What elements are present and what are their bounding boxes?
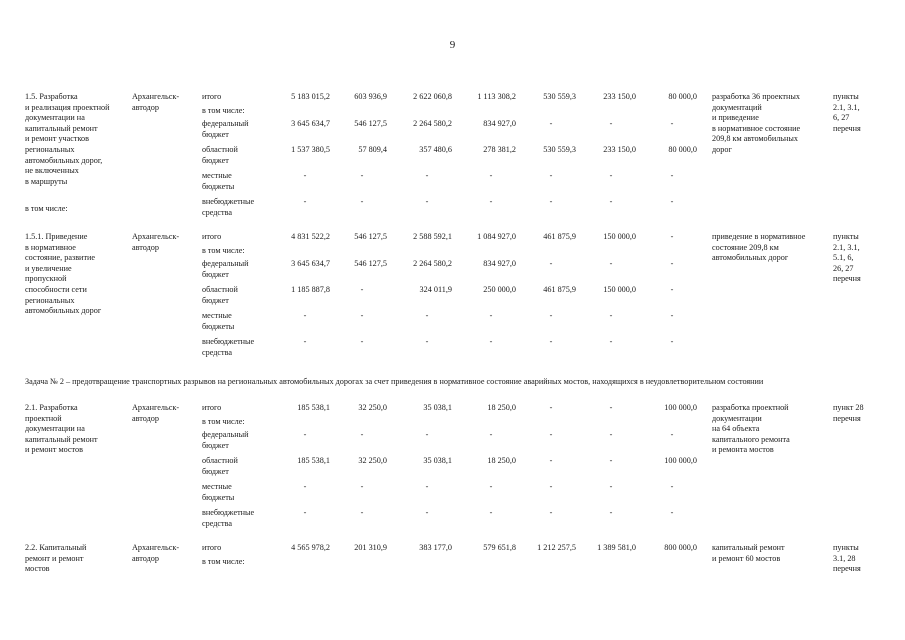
funding-value-cell: - — [549, 482, 553, 491]
list-reference-line: 2.1, 3.1, — [833, 102, 860, 112]
expected-result-line: 209,8 км автомобильных — [712, 134, 798, 144]
funding-value-cell: 1 537 380,5 — [291, 145, 330, 154]
funding-value-cell: 324 011,9 — [419, 285, 452, 294]
funding-value-cell: - — [549, 508, 553, 517]
executor-line: автодор — [132, 553, 159, 563]
funding-value-cell: - — [360, 508, 364, 517]
executor-line: Архангельск- — [132, 232, 180, 241]
expected-result-line: приведение в нормативное — [712, 232, 806, 241]
measure-name-extra: в том числе: — [25, 204, 68, 213]
measure-name-line: пропускной — [25, 274, 67, 284]
funding-value-cell: - — [609, 430, 613, 439]
list-reference — [833, 543, 861, 575]
funding-value-cell: - — [670, 482, 674, 491]
funding-value-cell: 35 038,1 — [423, 403, 452, 412]
funding-value-cell: 1 389 581,0 — [597, 543, 636, 552]
funding-source-label-line: бюджеты — [202, 321, 235, 331]
funding-value-cell: - — [670, 232, 674, 241]
list-reference-line: перечня — [833, 413, 861, 423]
executor-line: автодор — [132, 102, 159, 112]
funding-value-cell: 150 000,0 — [603, 232, 636, 241]
executor-line: Архангельск- — [132, 403, 180, 412]
funding-value-cell: - — [303, 508, 307, 517]
list-reference-line: пункты — [833, 92, 859, 101]
expected-result-line: документаций — [712, 102, 762, 112]
funding-source-label-line: областной — [202, 145, 238, 154]
funding-value-cell: 603 936,9 — [354, 92, 387, 101]
funding-value-cell: - — [425, 311, 429, 320]
funding-source-label-line: в том числе: — [202, 417, 245, 426]
funding-value-cell: - — [303, 311, 307, 320]
funding-value-cell: 201 310,9 — [354, 543, 387, 552]
funding-value-cell: - — [360, 430, 364, 439]
funding-value-cell: - — [489, 337, 493, 346]
executor-line: автодор — [132, 242, 159, 252]
funding-value-cell: - — [670, 430, 674, 439]
funding-source-label-line: в том числе: — [202, 106, 245, 115]
measure-name-line: автомобильных дорог, — [25, 155, 103, 165]
funding-value-cell: - — [670, 171, 674, 180]
funding-value-cell: - — [303, 337, 307, 346]
funding-value-cell: - — [549, 171, 553, 180]
funding-source-label — [202, 246, 245, 257]
funding-value-cell: 80 000,0 — [668, 92, 697, 101]
funding-source-label — [202, 171, 234, 192]
funding-source-label — [202, 119, 249, 140]
funding-value-cell: 185 538,1 — [297, 403, 330, 412]
funding-value-cell: 100 000,0 — [664, 403, 697, 412]
measure-name-line: состояние, развитие — [25, 253, 96, 263]
funding-source-label-line: бюджеты — [202, 181, 235, 191]
funding-source-label-line: итого — [202, 403, 222, 412]
funding-source-label-line: местные — [202, 311, 232, 320]
funding-value-cell: - — [425, 197, 429, 206]
funding-value-cell: - — [549, 403, 553, 412]
expected-result-line: и ремонта мостов — [712, 445, 774, 455]
measure-name-line: 2.1. Разработка — [25, 403, 78, 412]
measure-name-line: в маршруты — [25, 176, 68, 186]
task-2-heading: Задача № 2 – предотвращение транспортных разрывов на региональных автомобильных дорогах за счет приведения в нормативное состояние аварийных мостов, находящихся в неудовлетворительном состоянии — [25, 377, 764, 386]
funding-value-cell: 4 565 978,2 — [291, 543, 330, 552]
measure-name-line: капитальный ремонт — [25, 434, 98, 444]
expected-result-line: дорог — [712, 144, 732, 154]
funding-value-cell: 233 150,0 — [603, 92, 636, 101]
expected-result-line: и ремонт 60 мостов — [712, 553, 781, 563]
funding-value-cell: 357 480,6 — [419, 145, 452, 154]
funding-value-cell: 57 809,4 — [358, 145, 387, 154]
funding-value-cell: 546 127,5 — [354, 232, 387, 241]
funding-source-label — [202, 430, 249, 451]
funding-value-cell: 278 381,2 — [483, 145, 516, 154]
funding-value-cell: - — [303, 430, 307, 439]
list-reference-line: 2.1, 3.1, — [833, 242, 860, 252]
funding-value-cell: 530 559,3 — [543, 92, 576, 101]
funding-value-cell: - — [303, 171, 307, 180]
funding-value-cell: - — [360, 482, 364, 491]
funding-value-cell: 1 185 887,8 — [291, 285, 330, 294]
funding-source-label-line: бюджет — [202, 295, 229, 305]
funding-source-label — [202, 197, 254, 218]
funding-value-cell: - — [549, 311, 553, 320]
funding-value-cell: - — [609, 482, 613, 491]
funding-value-cell: 2 622 060,8 — [413, 92, 452, 101]
funding-value-cell: 2 588 592,1 — [413, 232, 452, 241]
funding-value-cell: 579 651,8 — [483, 543, 516, 552]
list-reference-line: 5.1, 6, — [833, 253, 854, 263]
funding-source-label-line: бюджет — [202, 466, 229, 476]
list-reference-line: пункт 28 — [833, 403, 864, 412]
expected-result — [712, 543, 785, 564]
funding-value-cell: 1 084 927,0 — [477, 232, 516, 241]
measure-name-line: региональных — [25, 295, 75, 305]
measure-name-line: 2.2. Капитальный — [25, 543, 87, 552]
measure-name-line: в нормативное — [25, 242, 76, 252]
measure-name-line: способности сети — [25, 284, 87, 294]
expected-result-line: капитального ремонта — [712, 434, 790, 444]
measure-name-line: и ремонт участков — [25, 134, 90, 144]
list-reference — [833, 403, 864, 424]
executor — [132, 403, 179, 424]
funding-source-label-line: внебюджетные — [202, 337, 255, 346]
funding-value-cell: - — [489, 311, 493, 320]
measure-name-line: и увеличение — [25, 263, 72, 273]
funding-value-cell: - — [360, 285, 364, 294]
funding-source-label-line: федеральный — [202, 119, 249, 128]
measure-name-line: региональных — [25, 144, 75, 154]
executor — [132, 543, 179, 564]
funding-value-cell: 546 127,5 — [354, 119, 387, 128]
funding-value-cell: - — [670, 259, 674, 268]
funding-value-cell: - — [609, 311, 613, 320]
funding-value-cell: - — [670, 508, 674, 517]
funding-value-cell: - — [609, 403, 613, 412]
funding-value-cell: - — [670, 285, 674, 294]
funding-value-cell: 530 559,3 — [543, 145, 576, 154]
funding-source-label-line: бюджет — [202, 155, 229, 165]
funding-source-label-line: бюджет — [202, 129, 229, 139]
funding-value-cell: 35 038,1 — [423, 456, 452, 465]
funding-source-label-line: средства — [202, 347, 233, 357]
funding-value-cell: - — [360, 337, 364, 346]
funding-value-cell: - — [609, 171, 613, 180]
expected-result-line: разработка проектной — [712, 403, 789, 412]
executor — [132, 232, 179, 253]
funding-value-cell: 100 000,0 — [664, 456, 697, 465]
funding-source-label-line: местные — [202, 482, 232, 491]
funding-value-cell: - — [670, 311, 674, 320]
funding-source-label — [202, 259, 249, 280]
funding-value-cell: 32 250,0 — [358, 403, 387, 412]
funding-value-cell: - — [549, 430, 553, 439]
expected-result-line: в нормативное состояние — [712, 123, 801, 133]
funding-value-cell: 2 264 580,2 — [413, 259, 452, 268]
funding-source-label-line: внебюджетные — [202, 508, 255, 517]
measure-name-line: проектной — [25, 413, 62, 423]
measure-name-line: и ремонт мостов — [25, 445, 83, 455]
funding-source-label — [202, 337, 254, 358]
expected-result — [712, 232, 805, 264]
measure-name-line: не включенных — [25, 166, 79, 176]
funding-source-label-line: внебюджетные — [202, 197, 255, 206]
funding-value-cell: 800 000,0 — [664, 543, 697, 552]
funding-source-label — [202, 145, 238, 166]
funding-value-cell: - — [489, 197, 493, 206]
funding-value-cell: 18 250,0 — [487, 403, 516, 412]
funding-source-label — [202, 106, 245, 117]
executor-line: автодор — [132, 413, 159, 423]
funding-value-cell: - — [425, 482, 429, 491]
expected-result-line: на 64 объекта — [712, 424, 760, 434]
funding-source-label — [202, 403, 221, 414]
funding-value-cell: 18 250,0 — [487, 456, 516, 465]
funding-value-cell: 5 183 015,2 — [291, 92, 330, 101]
measure-name-line: ремонт и ремонт — [25, 553, 84, 563]
list-reference-line: пункты — [833, 543, 859, 552]
funding-value-cell: - — [489, 482, 493, 491]
funding-value-cell: - — [425, 337, 429, 346]
funding-value-cell: - — [549, 456, 553, 465]
measure-name — [25, 232, 101, 317]
expected-result-line: капитальный ремонт — [712, 543, 785, 552]
funding-value-cell: 150 000,0 — [603, 285, 636, 294]
funding-value-cell: - — [425, 171, 429, 180]
funding-value-cell: - — [670, 197, 674, 206]
page-number: 9 — [449, 39, 456, 51]
funding-value-cell: 1 113 308,2 — [477, 92, 516, 101]
list-reference — [833, 232, 861, 285]
measure-name-line: и реализация проектной — [25, 102, 110, 112]
funding-value-cell: 80 000,0 — [668, 145, 697, 154]
funding-value-cell: - — [360, 197, 364, 206]
executor — [132, 92, 179, 113]
measure-name-line: 1.5. Разработка — [25, 92, 78, 101]
measure-name-line: 1.5.1. Приведение — [25, 232, 88, 241]
funding-source-label-line: бюджет — [202, 440, 229, 450]
funding-value-cell: - — [489, 430, 493, 439]
funding-value-cell: - — [609, 456, 613, 465]
funding-value-cell: - — [489, 508, 493, 517]
funding-value-cell: - — [609, 119, 613, 128]
measure-name-line: автомобильных дорог — [25, 306, 102, 316]
funding-source-label — [202, 417, 245, 428]
funding-value-cell: - — [609, 337, 613, 346]
funding-value-cell: 383 177,0 — [419, 543, 452, 552]
measure-name — [25, 92, 109, 187]
list-reference — [833, 92, 861, 134]
funding-source-label — [202, 92, 221, 103]
list-reference-line: перечня — [833, 564, 861, 574]
list-reference-line: 26, 27 — [833, 263, 854, 273]
funding-source-label-line: федеральный — [202, 430, 249, 439]
list-reference-line: перечня — [833, 123, 861, 133]
funding-value-cell: 461 875,9 — [543, 232, 576, 241]
funding-source-label-line: областной — [202, 456, 238, 465]
funding-value-cell: 233 150,0 — [603, 145, 636, 154]
funding-source-label-line: средства — [202, 518, 233, 528]
funding-value-cell: - — [670, 119, 674, 128]
funding-value-cell: 546 127,5 — [354, 259, 387, 268]
funding-value-cell: 2 264 580,2 — [413, 119, 452, 128]
funding-source-label-line: федеральный — [202, 259, 249, 268]
funding-value-cell: - — [609, 259, 613, 268]
measure-name — [25, 403, 98, 456]
funding-value-cell: 250 000,0 — [483, 285, 516, 294]
funding-source-label-line: местные — [202, 171, 232, 180]
expected-result-line: автомобильных дорог — [712, 253, 789, 263]
measure-name-line: мостов — [25, 564, 50, 574]
funding-source-label — [202, 543, 221, 554]
funding-value-cell: 834 927,0 — [483, 259, 516, 268]
funding-source-label-line: в том числе: — [202, 557, 245, 566]
funding-value-cell: - — [489, 171, 493, 180]
funding-value-cell: 834 927,0 — [483, 119, 516, 128]
funding-value-cell: 32 250,0 — [358, 456, 387, 465]
list-reference-line: 3.1, 28 — [833, 553, 856, 563]
funding-value-cell: 1 212 257,5 — [537, 543, 576, 552]
expected-result-line: документации — [712, 413, 762, 423]
expected-result-line: и приведение — [712, 113, 759, 123]
funding-source-label — [202, 456, 238, 477]
executor-line: Архангельск- — [132, 92, 180, 101]
funding-source-label-line: итого — [202, 543, 222, 552]
funding-value-cell: - — [303, 482, 307, 491]
funding-value-cell: 3 645 634,7 — [291, 259, 330, 268]
measure-name-line: документации на — [25, 113, 85, 123]
list-reference-line: пункты — [833, 232, 859, 241]
funding-source-label — [202, 232, 221, 243]
measure-name — [25, 543, 86, 575]
expected-result — [712, 403, 790, 456]
funding-value-cell: - — [670, 337, 674, 346]
funding-source-label-line: в том числе: — [202, 246, 245, 255]
list-reference-line: перечня — [833, 274, 861, 284]
funding-source-label-line: итого — [202, 92, 222, 101]
list-reference-line: 6, 27 — [833, 113, 850, 123]
executor-line: Архангельск- — [132, 543, 180, 552]
funding-value-cell: - — [549, 259, 553, 268]
funding-value-cell: - — [609, 508, 613, 517]
funding-source-label-line: бюджет — [202, 269, 229, 279]
funding-value-cell: 461 875,9 — [543, 285, 576, 294]
funding-value-cell: - — [549, 337, 553, 346]
funding-source-label-line: итого — [202, 232, 222, 241]
expected-result-line: состояние 209,8 км — [712, 242, 779, 252]
measure-name-line: капитальный ремонт — [25, 123, 98, 133]
funding-source-label-line: бюджеты — [202, 492, 235, 502]
funding-value-cell: 4 831 522,2 — [291, 232, 330, 241]
funding-source-label — [202, 311, 234, 332]
funding-value-cell: - — [425, 430, 429, 439]
funding-value-cell: - — [549, 197, 553, 206]
funding-source-label — [202, 482, 234, 503]
funding-source-label — [202, 285, 238, 306]
funding-source-label-line: областной — [202, 285, 238, 294]
expected-result-line: разработка 36 проектных — [712, 92, 800, 101]
funding-value-cell: - — [425, 508, 429, 517]
funding-value-cell: - — [303, 197, 307, 206]
expected-result — [712, 92, 800, 156]
funding-value-cell: - — [549, 119, 553, 128]
funding-value-cell: 3 645 634,7 — [291, 119, 330, 128]
funding-value-cell: - — [609, 197, 613, 206]
funding-value-cell: 185 538,1 — [297, 456, 330, 465]
funding-source-label — [202, 508, 254, 529]
measure-name-line: документации на — [25, 424, 85, 434]
funding-value-cell: - — [360, 171, 364, 180]
funding-source-label — [202, 557, 245, 568]
funding-source-label-line: средства — [202, 207, 233, 217]
funding-value-cell: - — [360, 311, 364, 320]
